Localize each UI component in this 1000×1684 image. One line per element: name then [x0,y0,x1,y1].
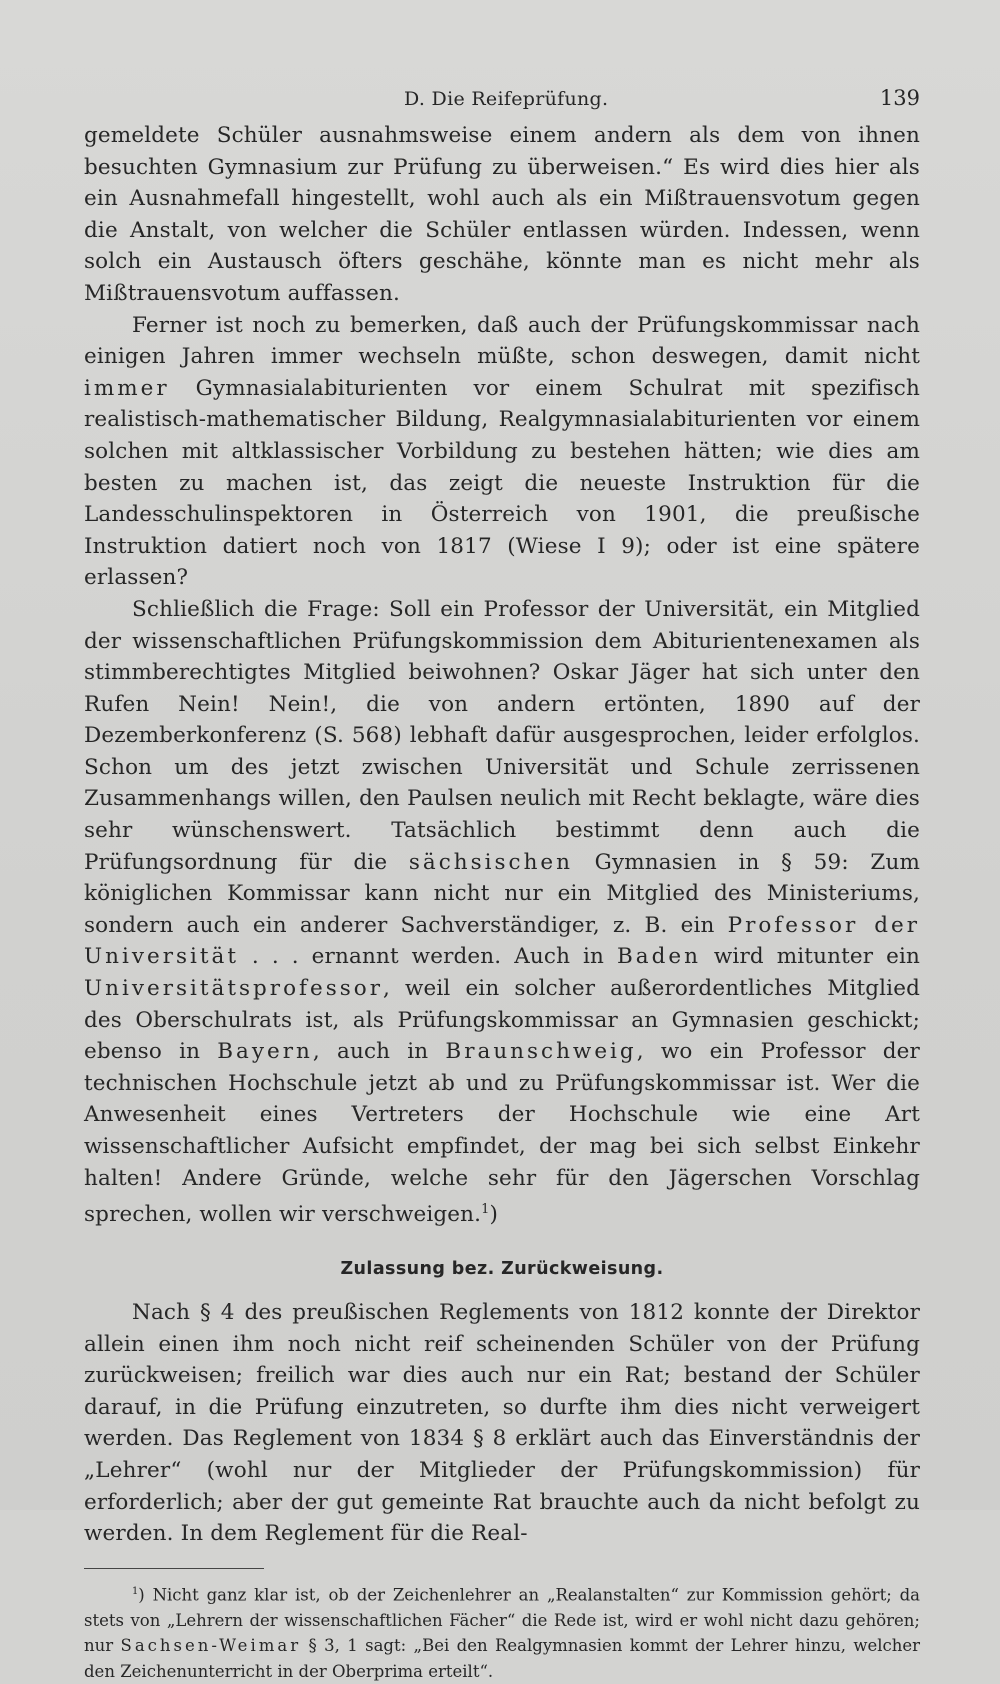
paragraph-2 [84,310,920,594]
emphasis-spaced: Baden [616,944,701,970]
section-heading: Zulassung bez. Zurückweisung. [340,1258,664,1279]
text-run: ) [489,1202,499,1228]
footnote-reference: 1 [481,1202,490,1218]
emphasis-spaced: immer [84,375,170,401]
paragraph-1: gemeldete Schüler ausnahmsweise einem andern als dem von ihnen besuchten Gymnasium zur Prüfung zu überweisen.“ Es wird dies hier als ein Ausnahmefall hingestellt, wohl auch als ein Mißtrauensvotum gegen die Anstalt, von welcher die Schüler entlassen würden. Indessen, wenn solch ein Austausch öfters geschähe, könnte man es nicht mehr als Mißtrauensvotum auffassen. [84,123,920,306]
text-run: Schließlich die Frage: Soll ein Professor der Universität, ein Mitglied der wissenschaftlichen Prüfungskommission dem Abiturientenexamen als stimmberechtigtes Mitglied beiwohnen? Oskar Jäger hat sich unter den Rufen Nein! Nein!, die von andern ertönten, 1890 auf der Dezemberkonferenz (S. 568) lebhaft dafür ausgesprochen, leider erfolglos. Schon um des jetzt zwischen Universität und Schule zerrissenen Zusammenhangs willen, den Paulsen neulich mit Recht beklagte, wäre dies sehr wünschenswert. Tatsächlich bestimmt denn auch die Prüfungsordnung für die [84,596,920,875]
footnotes [84,1579,920,1684]
running-head: D. Die Reifeprüfung. [404,88,609,110]
text-run: ) Nicht ganz klar ist, ob der Zeichenlehrer an „Realanstalten“ zur Kommission gehört; da stets von „Lehrern der wissenschaftlichen Fächer“ die Rede ist, wird er wohl nicht dazu gehören; nur [84,1585,920,1656]
text-run: Gymnasialabiturienten vor einem Schulrat mit spezifisch realistisch-mathematischer Bildung, Realgymnasialabiturienten vor einem solchen mit altklassischer Vorbildung zu bestehen hätten; wie dies am besten zu machen ist, das zeigt die neueste Instruktion für die Landesschulinspektoren in Österreich von 1901, die preußische Instruktion datiert noch von 1817 (Wiese I 9); oder ist eine spätere erlassen? [84,375,920,591]
emphasis-spaced: sächsischen [408,849,573,875]
text-run: Gymnasien in § 59: Zum königlichen Kommissar kann nicht nur ein Mitglied des Ministeriums, sondern auch ein anderer Sachverständiger, z. B. ein [84,849,920,938]
paragraph-4: Nach § 4 des preußischen Reglements von 1812 konnte der Direktor allein einen ihm noch nicht reif scheinenden Schüler von der Prüfung zurückweisen; freilich war dies auch nur ein Rat; bestand der Schüler darauf, in die Prüfung einzutreten, so durfte ihm dies nicht verweigert werden. Das Reglement von 1834 § 8 erklärt auch das Einverständnis der „Lehrer“ (wohl nur der Mitglieder der Prüfungskommission) für erforderlich; aber der gut gemeinte Rat brauchte auch da nicht befolgt zu werden. In dem Reglement für die Real- [84,1299,920,1547]
emphasis-spaced: Braunschweig [445,1039,637,1065]
text-run: , weil ein solcher außerordentliches Mitglied des Oberschulrats ist, als Prüfungskommissar an Gymnasien geschickt; ebenso in [84,976,920,1065]
text-run: , wo ein Professor der technischen Hochschule jetzt ab und zu Prüfungskommissar ist. Wer die Anwesenheit eines Vertreters der Hochschule wie eine Art wissenschaftlicher Aufsicht empfindet, der mag bei sich selbst Einkehr halten! Andere Gründe, welche sehr für den Jägerschen Vorschlag sprechen, wollen wir verschweigen. [84,1039,920,1228]
text-run: Ferner ist noch zu bemerken, daß auch der Prüfungskommissar nach einigen Jahren immer wechseln müßte, schon deswegen, damit nicht [84,312,920,370]
text-run: § 3, 1 sagt: „Bei den Realgymnasien kommt der Lehrer hinzu, welcher den Zeichenunterricht in der Oberprima erteilt“. [84,1636,921,1681]
footnote-marker: 1 [132,1585,139,1597]
emphasis-spaced: Universitätsprofessor [84,976,383,1002]
footnote-1 [84,1579,920,1684]
paragraph-3 [84,594,920,1231]
text-run: , auch in [312,1039,446,1065]
text-run: wird mitunter ein [700,944,920,970]
emphasis-spaced: Bayern [217,1039,313,1065]
body-text [84,120,920,1550]
page-number: 139 [879,86,920,110]
footnote-divider [84,1568,264,1569]
page-header [84,78,920,112]
emphasis-spaced: Sachsen-Weimar [120,1636,302,1656]
emphasis-spaced: Professor der Universität [84,912,920,970]
text-run: . . . ernannt werden. Auch in [239,944,617,970]
